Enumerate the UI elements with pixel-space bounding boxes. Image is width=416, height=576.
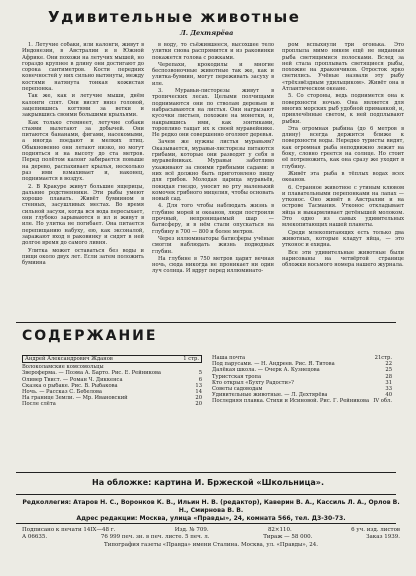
- section-divider: [16, 494, 396, 495]
- paragraph: Все эти удивительные животные были нарисованы на четвёртой странице обложки восьмого номера нашего журнала.: [282, 249, 404, 269]
- paragraph: Эта огромная рыбина (до 6 метров в длину) всегда держится ближе к поверхности воды. Нередко туристы видят, как огромная рыба неподвижно лежит на боку, словно греется на солнце. Но стоит её потревожить, как она сразу же уходит в глубину.: [282, 125, 404, 170]
- imprint-row: [22, 534, 400, 541]
- paragraph: Через иллюминаторы батисферы учёные смогли наблюдать жизнь подводных глубин.: [152, 235, 274, 255]
- entry-title: Волоколамские комсомольцы: [22, 364, 104, 371]
- editors-list: Редколлегия: Атаров Н. С., Воронков К. В., Ильин Н. В. (редактор), Каверин В. А., Кассиль Л. А., Орлов В. Н., Смирнова В. В.: [22, 499, 400, 514]
- entry-page: 28: [385, 373, 392, 380]
- entry-title: Туристская тропа: [212, 373, 262, 380]
- imprint-cell: Изд. № 709.: [174, 527, 209, 533]
- entry-title: На границе Земли. — Мр. Ивановский: [22, 395, 128, 402]
- article-title: Удивительные животные: [48, 8, 301, 26]
- section-divider: [16, 322, 396, 323]
- entry-page: 25: [385, 367, 392, 374]
- entry-page: 5: [198, 370, 202, 377]
- entry-title: Ночь. — Рассказ С. Бебелова: [22, 389, 103, 396]
- paragraph: 3. Муравьи-листорезы живут в тропических лесах. Целыми полчищами поднимаются они по стволам деревьев и набрасываются на листья. Они нагрызают кусочки листьев, похожие на монетки, и, накрывшись ими, как зонтиками, торопливо тащат их к своей муравейнике. Не редко они совершенно оголяют деревья.: [152, 88, 274, 139]
- section-divider: [16, 472, 396, 473]
- paragraph: 2. В Кракуре живут большие ящерицы, дальние родственники. Эти рыбы умеют хорошо плавать. Живёт бумиином в стенных, засушливых местах. Во время сильной засухи, когда вся вода пересыхает, они глубоко зарываются в ил и живут в иле. Но улитка не погибает. Она питается перепищанию набуху, ею, как эксоналой, заражают вход в раковинку и сидят в ней долгое время до самого ливня.: [22, 183, 144, 247]
- paragraph: в воду, то съёжившееся, высохшее тело улитки снова распрямится и из раковинки покажется голова с рожками.: [152, 42, 274, 61]
- article-author: Л. Дехтярёва: [180, 29, 234, 37]
- contents-list-right: [212, 355, 392, 405]
- entry-title: Звероферма. — Поэма А. Барто. Рис. Е. Рейникова: [22, 370, 161, 377]
- paragraph: 1. Летучие собаки, или калонги, живут в Индонезии, в Австралии и в Южной Африке. Они похожи на летучих мышей, но гораздо крупнее в длину они достигают до сорока сантиметров. Кости передних конечностей у них сильно вытянуты, между костями натянута тонкая кожистая перепонка.: [22, 42, 144, 93]
- article-column-2: [152, 42, 274, 322]
- section-divider: [16, 523, 396, 524]
- cover-caption: На обложке: картина И. Бржеской «Школьница».: [92, 478, 324, 487]
- entry-title: Последняя плавка. Стихи и Исиновой. Рис. Г. Рейникова: [212, 398, 370, 405]
- contents-entry[interactable]: [22, 401, 202, 407]
- paragraph: 6. Странное животное с утиным клювом и плавательными перепонками на лапах — утконос. Оно живёт в Австралии и на острове Тасмания. Утконос откладывает яйца и выкармливает детёнышей молоком. Это одно из самых удивительных млекопитающих нашей планеты.: [282, 184, 404, 229]
- paragraph: Как только стемнеет, летучие собаки стаями вылетают за добычей. Они питаются бананами, фигами, насекомыми, а иногда поедают и мелких птиц. Обыкновенно они летают низко, но могут подняться и на высоту до ста метров. Перед полётом калонг забирается повыше на дерево, распахивает крылья, несколько раз ими взмахивает и, наконец, поднимается в воздух.: [22, 119, 144, 183]
- imprint-cell: 76 999 печ. зн. в печ. листе. 5 печ. л.: [100, 533, 210, 540]
- entry-page: 31: [385, 379, 392, 386]
- paragraph: Живёт эта рыба в тёплых водах всех океанов.: [282, 170, 404, 184]
- editorial-board: [22, 499, 400, 523]
- entry-page: 20: [195, 395, 202, 402]
- article-column-3: [282, 42, 404, 322]
- entry-title: После слёта: [22, 401, 56, 408]
- paragraph: ром вспыхнули три огонька. Это проплыла мимо никем ещё не виданная рыба светящимися полосками. Вслед за ней стала проплывать светящиеся рыбы, похожие на дракончиков. Отросток ярко светились. Учёные назвали эту рыбу «трёхзвёздным удильщиком». Живёт она в Атлантическом океане.: [282, 42, 404, 93]
- imprint-cell: 6 уч. изд. листов: [351, 527, 400, 533]
- entry-page: 14: [195, 389, 202, 396]
- paragraph: Черепахи, крокодилы и многие беспозвоночные животные так же, как и улитка-бумиин, могут переживать засуху в иле.: [152, 61, 274, 87]
- imprint-cell: Тираж — 58 000.: [263, 533, 313, 540]
- imprint: [22, 527, 400, 548]
- paragraph: 5. Со стороны, ведь поднимется она к поверхности ночью. Она является для многих морских рыб удобной приманкой, и, привлечённые светом, к ней подплывают рыбки.: [282, 93, 404, 125]
- entry-page: 33: [385, 386, 392, 393]
- editorial-address: Адрес редакции: Москва, улица «Правды», 24, комната 566, тел. Д3-30-73.: [76, 515, 346, 522]
- entry-title: Андрей Александрович Жданов: [25, 356, 113, 362]
- contents-heading: СОДЕРЖАНИЕ: [22, 328, 158, 344]
- article-column-1: [22, 42, 144, 322]
- entry-page: 6: [198, 376, 202, 383]
- entry-page: IV обл.: [373, 398, 392, 405]
- entry-page: 13: [195, 382, 202, 389]
- entry-page: 22: [385, 361, 392, 368]
- printing-house: Типография газеты «Правда» имени Сталина. Москва, ул. «Правды», 24.: [103, 541, 318, 548]
- contents-entry[interactable]: [22, 355, 202, 363]
- entry-title: Оливер Твист. — Роман Ч. Диккенса: [22, 376, 123, 383]
- entry-title: Сказка о рыбаке. Рис. В. Рыбакова: [22, 382, 118, 389]
- entry-page: 20: [195, 401, 202, 408]
- imprint-cell: А 06635.: [22, 533, 48, 540]
- paragraph: Среди млекопитающих есть только два животных, которые кладут яйца, — это утконос и ехидна.: [282, 229, 404, 249]
- entry-page: 1 стр.: [183, 356, 199, 362]
- imprint-cell: 82×110.: [267, 527, 292, 533]
- paragraph: Улитка может оставаться без воды и пищи около двух лет. Если затем положить бумиина: [22, 247, 144, 267]
- entry-title: Под парусами. — Н. Андреев. Рис. Я. Титова: [212, 361, 335, 368]
- paragraph: Зачем же нужны листья муравьям? Оказывается, муравьи-листорезы питаются грибами, которые они разводят у себя в муравейниках. Муравьи заботливо ухаживают за своими грибными садами: в них всё должно быть приготовлено пищу для грибов. Молодая царица муравьёв, покидая гнездо, уносит во рту маленький комочек грибного мицелия, чтобы основать новый сад.: [152, 139, 274, 203]
- paragraph: 4. Для того чтобы наблюдать жизнь в глубине морей и океанов, люди построили прочный, непроницаемый шар — батисферу, и в нём стали опускаться на глубину в 700 — 800 и более метров.: [152, 203, 274, 235]
- paragraph: Так же, как и летучие мыши, днём калонги спят. Они висят вниз головой, зацепившись когтями за ветки и закрывшись своими большими крыльями.: [22, 93, 144, 119]
- entry-title: Советы садоводам: [212, 386, 263, 393]
- paragraph: На глубине в 750 метров царит вечная ночь, сюда никогда не проникает ни один луч солнца. И вдруг перед иллюминато-: [152, 255, 274, 275]
- entry-title: Кто открыл «Бухту Радости»?: [212, 379, 294, 386]
- magazine-page: [10, 4, 408, 574]
- entry-page: 40: [385, 392, 392, 399]
- entry-page: 21стр.: [374, 355, 392, 361]
- contents-entry[interactable]: [212, 398, 392, 404]
- imprint-row: [22, 527, 400, 534]
- contents-list-left: [22, 355, 202, 408]
- entry-title: Удивительные животные. — Л. Дехтярёва: [212, 392, 328, 399]
- entry-title: Наша почта: [212, 355, 246, 361]
- imprint-cell: Подписано к печати 14IX—48 г.: [22, 527, 116, 533]
- imprint-cell: Заказ 1939.: [366, 533, 400, 540]
- entry-title: Далёкая школа. — Очерк А. Кузнецова: [212, 367, 320, 374]
- article-body: [22, 42, 406, 322]
